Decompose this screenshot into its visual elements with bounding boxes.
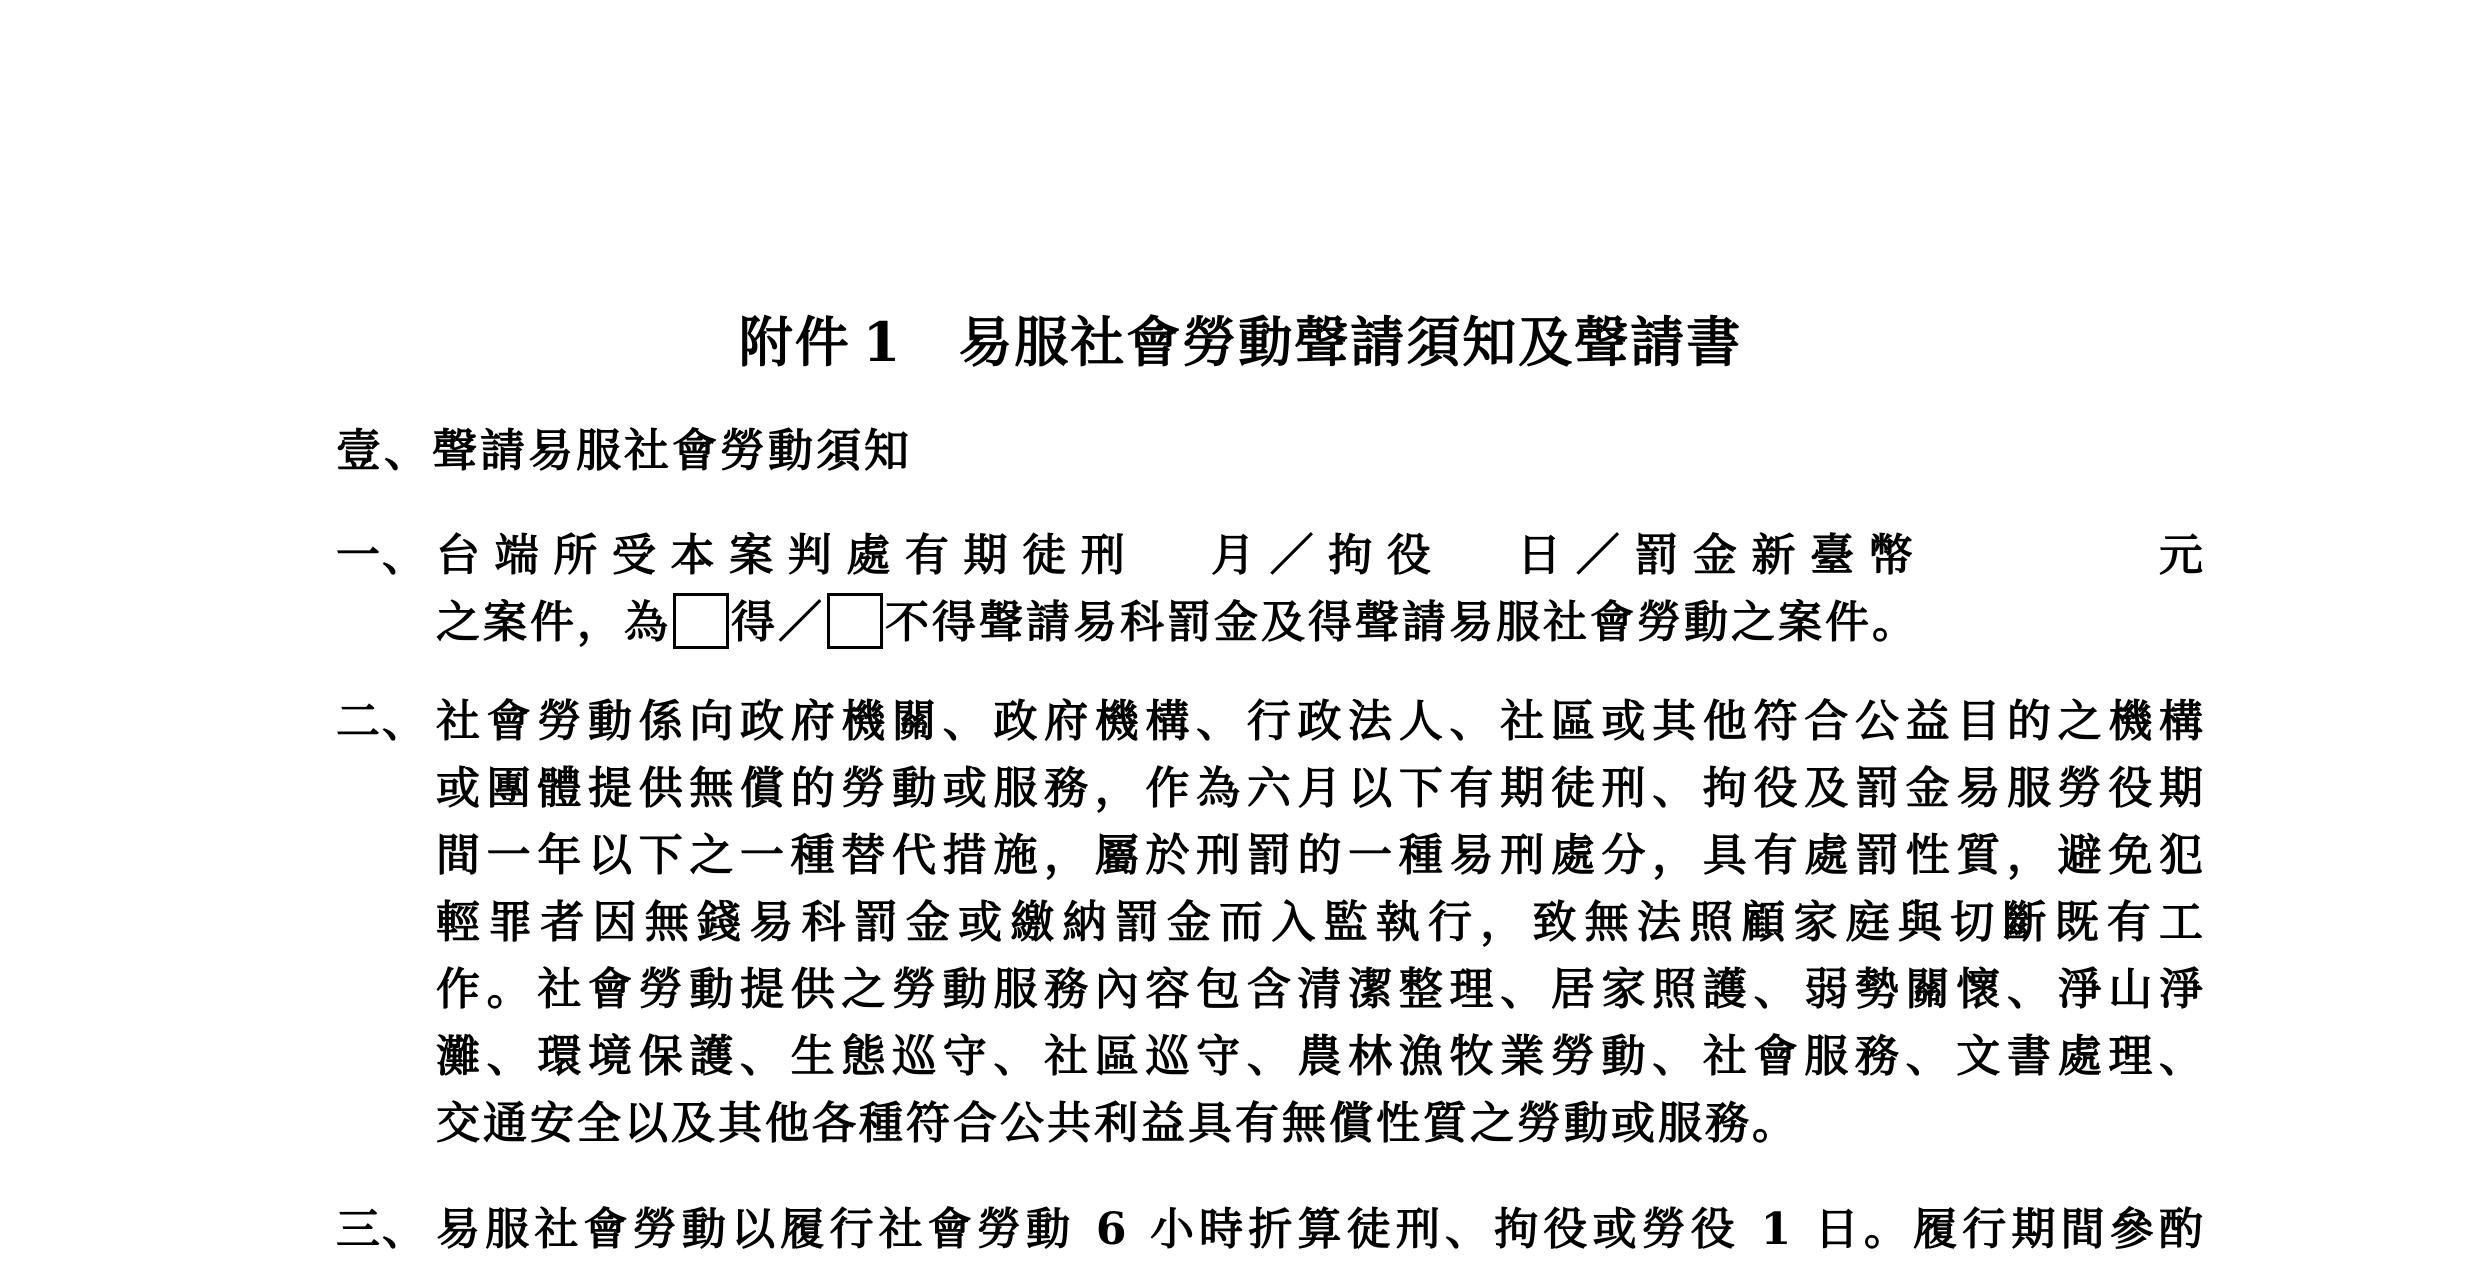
list-item <box>336 522 2206 656</box>
title-text: 易服社會勞動聲請須知及聲請書 <box>958 310 1743 374</box>
item-body <box>436 688 2206 1157</box>
item-line <box>436 522 2206 589</box>
item-marker: 二、 <box>336 696 428 747</box>
document-title <box>0 300 2481 377</box>
item-line: 交通安全以及其他各種符合公共利益具有無償性質之勞動或服務。 <box>436 1098 1799 1149</box>
sentence-part: 日／罰金新臺幣 <box>1505 530 1928 581</box>
item-marker: 一、 <box>336 530 428 581</box>
checkbox-allowed[interactable] <box>673 593 729 649</box>
item-line <box>436 589 2206 656</box>
item-body <box>436 1196 2206 1263</box>
sentence-part: 台端所受本案判處有期徒刑 <box>436 530 1140 581</box>
sentence-part: 元 <box>2147 530 2207 581</box>
sentence-part: 之案件，為 <box>436 597 671 648</box>
item-line: 灘、環境保護、生態巡守、社區巡守、農林漁牧業勞動、社會服務、文書處理、 <box>436 1031 2206 1082</box>
item-line: 易服社會勞動以履行社會勞動 6 小時折算徒刑、拘役或勞役 1 日。履行期間參酌 <box>436 1204 2206 1255</box>
item-line: 或團體提供無償的勞動或服務，作為六月以下有期徒刑、拘役及罰金易服勞役期 <box>436 763 2206 814</box>
sentence-part: 不得聲請易科罰金及得聲請易服社會勞動之案件。 <box>885 597 1919 648</box>
checkbox-not-allowed[interactable] <box>827 593 883 649</box>
item-line: 作。社會勞動提供之勞動服務內容包含清潔整理、居家照護、弱勢關懷、淨山淨 <box>436 964 2206 1015</box>
item-line: 社會勞動係向政府機關、政府機構、行政法人、社區或其他符合公益目的之機構 <box>436 696 2206 747</box>
title-prefix: 附件 <box>738 310 851 374</box>
list-item <box>336 1196 2206 1263</box>
item-line: 輕罪者因無錢易科罰金或繳納罰金而入監執行，致無法照顧家庭與切斷既有工 <box>436 897 2206 948</box>
item-body <box>436 522 2206 656</box>
item-marker: 三、 <box>336 1204 428 1255</box>
section-heading: 壹、聲請易服社會勞動須知 <box>336 424 913 477</box>
item-line: 間一年以下之一種替代措施，屬於刑罰的一種易刑處分，具有處罰性質，避免犯 <box>436 830 2206 881</box>
sentence-part: 月／拘役 <box>1199 530 1446 581</box>
title-number: 1 <box>862 310 903 374</box>
sentence-part: 得／ <box>731 597 825 648</box>
list-item <box>336 688 2206 1157</box>
